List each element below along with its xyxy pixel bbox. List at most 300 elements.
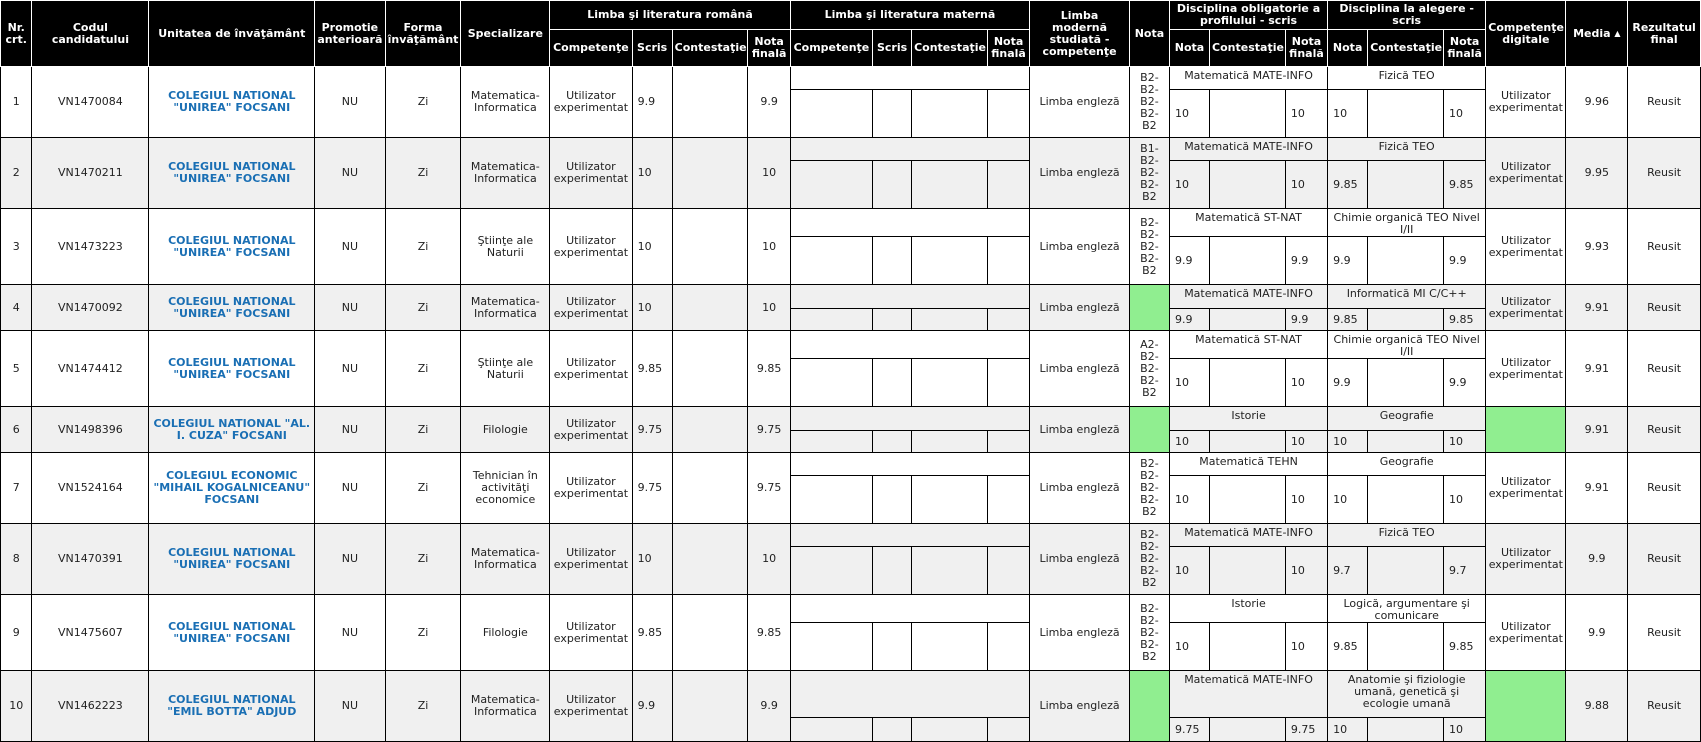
school-link[interactable]: COLEGIUL NATIONAL "UNIREA" FOCSANI: [149, 209, 315, 285]
cell-promotie: NU: [315, 285, 385, 331]
cell-ob-subject: Matematică MATE-INFO: [1169, 138, 1327, 161]
cell-lr-nota-finala: 10: [748, 209, 790, 285]
cell-lr-scris: 9.85: [632, 595, 672, 671]
cell-al-nota: 9.85: [1328, 309, 1368, 331]
cell-lr-contestatie: [672, 138, 748, 209]
cell-lm-scris: [873, 547, 912, 595]
cell-rezultat: Reusit: [1628, 209, 1701, 285]
cell-ob-nota-finala: 10: [1285, 359, 1327, 407]
cell-lm-nota-finala: [987, 623, 1029, 671]
table-row: [1, 285, 1701, 309]
cell-digitale: Utilizator experimentat: [1486, 331, 1566, 407]
cell-digitale: Utilizator experimentat: [1486, 453, 1566, 524]
cell-lm-contestatie: [912, 90, 988, 138]
school-link[interactable]: COLEGIUL NATIONAL "UNIREA" FOCSANI: [149, 331, 315, 407]
cell-cod: VN1475607: [32, 595, 149, 671]
cell-promotie: NU: [315, 138, 385, 209]
header-lm-contestatie[interactable]: Contestaţie: [912, 30, 988, 67]
table-row: [1, 524, 1701, 547]
cell-lm-scris: [873, 476, 912, 524]
cell-nr: 2: [1, 138, 32, 209]
cell-al-nota: 10: [1328, 90, 1368, 138]
header-modern[interactable]: Limba modernă studiată - competenţe: [1030, 1, 1130, 67]
cell-lm-nota-finala: [987, 359, 1029, 407]
cell-al-contestatie: [1368, 90, 1444, 138]
cell-lr-contestatie: [672, 453, 748, 524]
table-row: [1, 331, 1701, 359]
cell-rezultat: Reusit: [1628, 285, 1701, 331]
cell-nr: 1: [1, 67, 32, 138]
cell-lr-scris: 10: [632, 138, 672, 209]
cell-lm-contestatie: [912, 547, 988, 595]
header-rezultat[interactable]: Rezultatul final: [1628, 1, 1701, 67]
cell-al-subject: Informatică MI C/C++: [1328, 285, 1486, 309]
cell-lm-nota-finala: [987, 476, 1029, 524]
cell-al-contestatie: [1368, 476, 1444, 524]
header-lr-nota-finala[interactable]: Nota finală: [748, 30, 790, 67]
cell-al-contestatie: [1368, 431, 1444, 453]
school-link[interactable]: COLEGIUL NATIONAL "UNIREA" FOCSANI: [149, 138, 315, 209]
cell-al-contestatie: [1368, 359, 1444, 407]
cell-al-nota: 9.9: [1328, 359, 1368, 407]
cell-ob-nota-finala: 10: [1285, 90, 1327, 138]
cell-promotie: NU: [315, 407, 385, 453]
cell-ob-nota: 10: [1169, 359, 1209, 407]
cell-lm-scris: [873, 161, 912, 209]
cell-nr: 3: [1, 209, 32, 285]
cell-cod: VN1470084: [32, 67, 149, 138]
header-lm-group: Limba şi literatura maternă: [790, 1, 1029, 30]
cell-lm-nota-finala: [987, 90, 1029, 138]
cell-lm-nota-finala: [987, 237, 1029, 285]
cell-digitale: Utilizator experimentat: [1486, 524, 1566, 595]
cell-ob-subject: Matematică MATE-INFO: [1169, 285, 1327, 309]
cell-modern: Limba engleză: [1030, 407, 1130, 453]
cell-ob-nota: 10: [1169, 431, 1209, 453]
cell-lm-scris: [873, 623, 912, 671]
cell-lr-contestatie: [672, 671, 748, 742]
cell-nr: 4: [1, 285, 32, 331]
cell-lm-scris: [873, 431, 912, 453]
cell-digitale: Utilizator experimentat: [1486, 285, 1566, 331]
cell-specializare: Ştiinţe ale Naturii: [461, 331, 550, 407]
school-link[interactable]: COLEGIUL NATIONAL "UNIREA" FOCSANI: [149, 524, 315, 595]
header-alegere-group: Disciplina la alegere - scris: [1328, 1, 1486, 30]
header-lr-scris[interactable]: Scris: [632, 30, 672, 67]
cell-forma: Zi: [385, 138, 461, 209]
cell-ob-subject: Matematică MATE-INFO: [1169, 524, 1327, 547]
cell-lm-competente: [790, 309, 872, 331]
cell-ob-contestatie: [1210, 623, 1286, 671]
cell-rezultat: Reusit: [1628, 138, 1701, 209]
cell-lr-nota-finala: 10: [748, 138, 790, 209]
cell-cod: VN1470391: [32, 524, 149, 595]
cell-nr: 9: [1, 595, 32, 671]
table-row: [1, 209, 1701, 237]
cell-lm-contestatie: [912, 476, 988, 524]
cell-lm-contestatie: [912, 237, 988, 285]
cell-specializare: Matematica-Informatica: [461, 285, 550, 331]
cell-ob-contestatie: [1210, 476, 1286, 524]
cell-promotie: NU: [315, 524, 385, 595]
cell-lm-nota-finala: [987, 547, 1029, 595]
header-lr-contestatie[interactable]: Contestaţie: [672, 30, 748, 67]
cell-media: 9.91: [1566, 453, 1628, 524]
cell-ob-subject: Istorie: [1169, 595, 1327, 623]
cell-nota-levels: B2- B2- B2- B2- B2: [1129, 453, 1169, 524]
cell-lm-competente: [790, 161, 872, 209]
cell-al-contestatie: [1368, 309, 1444, 331]
cell-lr-contestatie: [672, 67, 748, 138]
cell-ob-contestatie: [1210, 237, 1286, 285]
cell-specializare: Filologie: [461, 595, 550, 671]
cell-digitale: Utilizator experimentat: [1486, 67, 1566, 138]
cell-nota-levels: B2- B2- B2- B2- B2: [1129, 595, 1169, 671]
cell-lm-empty: [790, 453, 1029, 476]
cell-lr-competente: Utilizator experimentat: [550, 138, 632, 209]
cell-digitale: Utilizator experimentat: [1486, 595, 1566, 671]
cell-ob-contestatie: [1210, 161, 1286, 209]
cell-lm-empty: [790, 285, 1029, 309]
cell-lr-scris: 9.85: [632, 331, 672, 407]
cell-lm-competente: [790, 623, 872, 671]
cell-lr-competente: Utilizator experimentat: [550, 209, 632, 285]
cell-ob-contestatie: [1210, 359, 1286, 407]
cell-lm-scris: [873, 359, 912, 407]
cell-ob-contestatie: [1210, 431, 1286, 453]
cell-forma: Zi: [385, 524, 461, 595]
cell-lm-contestatie: [912, 309, 988, 331]
cell-lr-contestatie: [672, 285, 748, 331]
cell-ob-subject: Matematică MATE-INFO: [1169, 671, 1327, 718]
cell-lm-competente: [790, 547, 872, 595]
cell-media: 9.91: [1566, 331, 1628, 407]
header-promotie[interactable]: Promotie anterioară: [315, 1, 385, 67]
cell-promotie: NU: [315, 209, 385, 285]
cell-lm-empty: [790, 595, 1029, 623]
cell-lr-scris: 10: [632, 524, 672, 595]
cell-al-subject: Geografie: [1328, 453, 1486, 476]
cell-modern: Limba engleză: [1030, 524, 1130, 595]
school-link[interactable]: COLEGIUL NATIONAL "AL. I. CUZA" FOCSANI: [149, 407, 315, 453]
cell-lm-competente: [790, 718, 872, 742]
cell-al-nota-finala: 10: [1444, 476, 1486, 524]
cell-rezultat: Reusit: [1628, 453, 1701, 524]
cell-specializare: Matematica-Informatica: [461, 138, 550, 209]
cell-al-nota-finala: 9.85: [1444, 161, 1486, 209]
cell-specializare: Matematica-Informatica: [461, 524, 550, 595]
table-row: [1, 407, 1701, 431]
cell-specializare: Matematica-Informatica: [461, 67, 550, 138]
cell-lm-scris: [873, 309, 912, 331]
header-ob-nota[interactable]: Nota: [1169, 30, 1209, 67]
cell-lm-competente: [790, 476, 872, 524]
header-al-nota-finala[interactable]: Nota finală: [1444, 30, 1486, 67]
cell-ob-contestatie: [1210, 90, 1286, 138]
cell-lr-scris: 10: [632, 285, 672, 331]
cell-ob-contestatie: [1210, 547, 1286, 595]
header-lm-scris[interactable]: Scris: [873, 30, 912, 67]
cell-lm-empty: [790, 407, 1029, 431]
cell-al-subject: Geografie: [1328, 407, 1486, 431]
cell-ob-nota: 10: [1169, 623, 1209, 671]
cell-al-contestatie: [1368, 623, 1444, 671]
cell-cod: VN1473223: [32, 209, 149, 285]
cell-lm-scris: [873, 718, 912, 742]
cell-lm-empty: [790, 67, 1029, 90]
cell-cod: VN1462223: [32, 671, 149, 742]
cell-cod: VN1470092: [32, 285, 149, 331]
cell-cod: VN1524164: [32, 453, 149, 524]
cell-rezultat: Reusit: [1628, 671, 1701, 742]
cell-ob-nota-finala: 10: [1285, 623, 1327, 671]
cell-lr-competente: Utilizator experimentat: [550, 524, 632, 595]
cell-promotie: NU: [315, 331, 385, 407]
cell-lr-competente: Utilizator experimentat: [550, 453, 632, 524]
cell-ob-subject: Matematică ST-NAT: [1169, 331, 1327, 359]
header-ob-nota-finala[interactable]: Nota finală: [1285, 30, 1327, 67]
cell-forma: Zi: [385, 453, 461, 524]
cell-ob-subject: Istorie: [1169, 407, 1327, 431]
cell-lr-nota-finala: 10: [748, 285, 790, 331]
cell-promotie: NU: [315, 671, 385, 742]
cell-specializare: Tehnician în activităţi economice: [461, 453, 550, 524]
header-cod[interactable]: Codul candidatului: [32, 1, 149, 67]
cell-modern: Limba engleză: [1030, 209, 1130, 285]
cell-modern: Limba engleză: [1030, 285, 1130, 331]
cell-al-nota-finala: 10: [1444, 431, 1486, 453]
cell-lr-competente: Utilizator experimentat: [550, 407, 632, 453]
cell-cod: VN1470211: [32, 138, 149, 209]
cell-al-contestatie: [1368, 161, 1444, 209]
cell-specializare: Ştiinţe ale Naturii: [461, 209, 550, 285]
table-row: [1, 595, 1701, 623]
header-media[interactable]: [1566, 1, 1628, 67]
cell-digitale: [1486, 671, 1566, 742]
cell-lm-scris: [873, 237, 912, 285]
cell-lr-scris: 9.9: [632, 671, 672, 742]
cell-lm-competente: [790, 431, 872, 453]
cell-lr-scris: 9.9: [632, 67, 672, 138]
cell-lr-competente: Utilizator experimentat: [550, 331, 632, 407]
cell-modern: Limba engleză: [1030, 453, 1130, 524]
cell-lr-nota-finala: 9.85: [748, 595, 790, 671]
cell-al-nota: 10: [1328, 718, 1368, 742]
cell-lr-nota-finala: 10: [748, 524, 790, 595]
cell-al-nota: 10: [1328, 431, 1368, 453]
cell-rezultat: Reusit: [1628, 407, 1701, 453]
cell-nr: 5: [1, 331, 32, 407]
header-lr-group: Limba şi literatura română: [550, 1, 791, 30]
cell-lr-competente: Utilizator experimentat: [550, 595, 632, 671]
cell-lr-nota-finala: 9.75: [748, 453, 790, 524]
cell-ob-nota: 10: [1169, 161, 1209, 209]
cell-lm-contestatie: [912, 359, 988, 407]
cell-forma: Zi: [385, 285, 461, 331]
cell-ob-nota: 10: [1169, 90, 1209, 138]
header-al-nota[interactable]: Nota: [1328, 30, 1368, 67]
cell-forma: Zi: [385, 595, 461, 671]
cell-ob-nota-finala: 9.9: [1285, 237, 1327, 285]
cell-lm-empty: [790, 209, 1029, 237]
cell-al-subject: Fizică TEO: [1328, 524, 1486, 547]
table-header: [1, 1, 1701, 67]
cell-nota-levels: [1129, 285, 1169, 331]
cell-forma: Zi: [385, 671, 461, 742]
cell-al-nota: 9.9: [1328, 237, 1368, 285]
cell-nota-levels: B1- B2- B2- B2- B2: [1129, 138, 1169, 209]
header-al-contestatie[interactable]: Contestaţie: [1368, 30, 1444, 67]
table-body: [1, 67, 1701, 742]
table-row: [1, 671, 1701, 718]
cell-nota-levels: B2- B2- B2- B2- B2: [1129, 209, 1169, 285]
cell-al-nota-finala: 10: [1444, 718, 1486, 742]
cell-promotie: NU: [315, 453, 385, 524]
cell-ob-nota: 10: [1169, 547, 1209, 595]
table-row: [1, 138, 1701, 161]
header-ob-contestatie[interactable]: Contestaţie: [1210, 30, 1286, 67]
header-lm-competente[interactable]: Competenţe: [790, 30, 872, 67]
cell-lr-scris: 10: [632, 209, 672, 285]
cell-lm-nota-finala: [987, 309, 1029, 331]
cell-nota-levels: B2- B2- B2- B2- B2: [1129, 524, 1169, 595]
cell-lr-competente: Utilizator experimentat: [550, 671, 632, 742]
cell-media: 9.95: [1566, 138, 1628, 209]
cell-ob-nota: 9.9: [1169, 309, 1209, 331]
header-obligatorie-group: Disciplina obligatorie a profilului - scris: [1169, 1, 1327, 30]
cell-cod: VN1498396: [32, 407, 149, 453]
header-digitale[interactable]: Competenţe digitale: [1486, 1, 1566, 67]
cell-promotie: NU: [315, 67, 385, 138]
cell-ob-contestatie: [1210, 309, 1286, 331]
cell-digitale: [1486, 407, 1566, 453]
cell-ob-subject: Matematică TEHN: [1169, 453, 1327, 476]
cell-lr-scris: 9.75: [632, 453, 672, 524]
cell-media: 9.91: [1566, 407, 1628, 453]
school-link[interactable]: COLEGIUL ECONOMIC "MIHAIL KOGALNICEANU" FOCSANI: [149, 453, 315, 524]
cell-al-subject: Chimie organică TEO Nivel I/II: [1328, 209, 1486, 237]
cell-nota-levels: [1129, 671, 1169, 742]
cell-al-subject: Fizică TEO: [1328, 138, 1486, 161]
cell-al-nota-finala: 9.9: [1444, 237, 1486, 285]
cell-nota-levels: B2- B2- B2- B2- B2: [1129, 67, 1169, 138]
cell-al-subject: Anatomie şi fiziologie umană, genetică şi ecologie umană: [1328, 671, 1486, 718]
cell-forma: Zi: [385, 331, 461, 407]
cell-lm-contestatie: [912, 623, 988, 671]
cell-forma: Zi: [385, 67, 461, 138]
cell-nr: 6: [1, 407, 32, 453]
cell-lm-competente: [790, 237, 872, 285]
cell-lr-nota-finala: 9.75: [748, 407, 790, 453]
cell-forma: Zi: [385, 407, 461, 453]
cell-nota-levels: [1129, 407, 1169, 453]
cell-nota-levels: A2- B2- B2- B2- B2: [1129, 331, 1169, 407]
cell-forma: Zi: [385, 209, 461, 285]
cell-lr-nota-finala: 9.85: [748, 331, 790, 407]
cell-al-subject: Fizică TEO: [1328, 67, 1486, 90]
cell-al-nota-finala: 9.9: [1444, 359, 1486, 407]
cell-ob-nota: 10: [1169, 476, 1209, 524]
cell-ob-contestatie: [1210, 718, 1286, 742]
cell-al-nota: 10: [1328, 476, 1368, 524]
cell-rezultat: Reusit: [1628, 595, 1701, 671]
cell-ob-nota-finala: 9.75: [1285, 718, 1327, 742]
cell-al-nota-finala: 9.7: [1444, 547, 1486, 595]
cell-lr-nota-finala: 9.9: [748, 67, 790, 138]
cell-al-nota-finala: 9.85: [1444, 309, 1486, 331]
cell-ob-nota-finala: 10: [1285, 476, 1327, 524]
cell-lm-competente: [790, 359, 872, 407]
school-link[interactable]: COLEGIUL NATIONAL "EMIL BOTTA" ADJUD: [149, 671, 315, 742]
cell-ob-nota-finala: 9.9: [1285, 309, 1327, 331]
cell-al-nota-finala: 10: [1444, 90, 1486, 138]
cell-ob-subject: Matematică ST-NAT: [1169, 209, 1327, 237]
header-lr-competente[interactable]: Competenţe: [550, 30, 632, 67]
cell-media: 9.9: [1566, 524, 1628, 595]
cell-al-contestatie: [1368, 718, 1444, 742]
cell-lm-contestatie: [912, 718, 988, 742]
cell-lm-contestatie: [912, 431, 988, 453]
cell-promotie: NU: [315, 595, 385, 671]
cell-al-contestatie: [1368, 237, 1444, 285]
cell-al-nota: 9.7: [1328, 547, 1368, 595]
cell-lr-contestatie: [672, 209, 748, 285]
header-nr: Nr. crt.: [1, 1, 32, 67]
table-row: [1, 67, 1701, 90]
cell-al-subject: Logică, argumentare şi comunicare: [1328, 595, 1486, 623]
sort-ascending-icon: ▲: [1614, 28, 1621, 38]
cell-lr-contestatie: [672, 595, 748, 671]
cell-ob-nota-finala: 10: [1285, 431, 1327, 453]
table-row: [1, 453, 1701, 476]
cell-lr-competente: Utilizator experimentat: [550, 67, 632, 138]
cell-lr-contestatie: [672, 331, 748, 407]
cell-lr-nota-finala: 9.9: [748, 671, 790, 742]
cell-modern: Limba engleză: [1030, 671, 1130, 742]
cell-lm-empty: [790, 671, 1029, 718]
school-link[interactable]: COLEGIUL NATIONAL "UNIREA" FOCSANI: [149, 67, 315, 138]
school-link[interactable]: COLEGIUL NATIONAL "UNIREA" FOCSANI: [149, 285, 315, 331]
cell-ob-subject: Matematică MATE-INFO: [1169, 67, 1327, 90]
header-specializare[interactable]: Specializare: [461, 1, 550, 67]
cell-lr-contestatie: [672, 407, 748, 453]
header-lm-nota-finala[interactable]: Nota finală: [987, 30, 1029, 67]
header-media-label: Media: [1573, 26, 1611, 40]
header-forma[interactable]: Forma învăţământ: [385, 1, 461, 67]
cell-modern: Limba engleză: [1030, 595, 1130, 671]
header-nota[interactable]: Nota: [1129, 1, 1169, 67]
cell-lm-empty: [790, 524, 1029, 547]
cell-lm-competente: [790, 90, 872, 138]
cell-lm-contestatie: [912, 161, 988, 209]
cell-nr: 7: [1, 453, 32, 524]
cell-modern: Limba engleză: [1030, 67, 1130, 138]
school-link[interactable]: COLEGIUL NATIONAL "UNIREA" FOCSANI: [149, 595, 315, 671]
cell-nr: 8: [1, 524, 32, 595]
cell-al-contestatie: [1368, 547, 1444, 595]
header-unitate[interactable]: Unitatea de învăţământ: [149, 1, 315, 67]
cell-media: 9.88: [1566, 671, 1628, 742]
cell-lm-empty: [790, 138, 1029, 161]
cell-lm-empty: [790, 331, 1029, 359]
cell-digitale: Utilizator experimentat: [1486, 138, 1566, 209]
cell-media: 9.9: [1566, 595, 1628, 671]
cell-ob-nota: 9.75: [1169, 718, 1209, 742]
cell-digitale: Utilizator experimentat: [1486, 209, 1566, 285]
cell-ob-nota-finala: 10: [1285, 161, 1327, 209]
cell-specializare: Matematica-Informatica: [461, 671, 550, 742]
cell-lr-competente: Utilizator experimentat: [550, 285, 632, 331]
